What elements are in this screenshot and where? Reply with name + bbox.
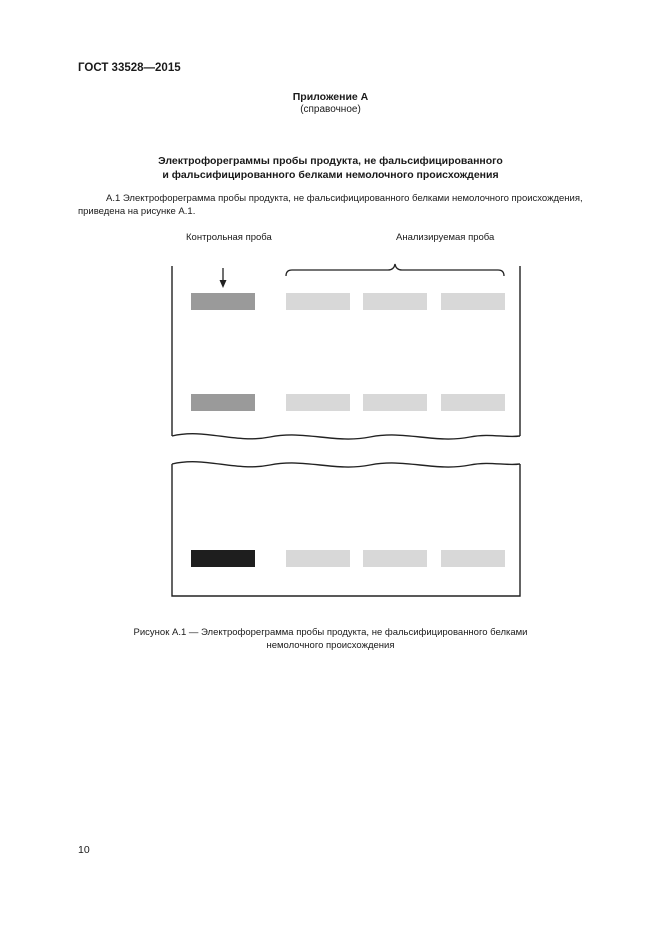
- figure-caption-line-1: Рисунок А.1 — Электрофореграмма пробы продукта, не фальсифицированного белками: [133, 627, 528, 638]
- band-control-row1: [191, 293, 255, 310]
- band-control-row3: [191, 550, 255, 567]
- curly-brace-icon: [286, 264, 504, 276]
- band-sample1-row1: [286, 293, 350, 310]
- page-number: 10: [78, 844, 90, 856]
- label-control-sample: Контрольная проба: [186, 232, 272, 243]
- figure-caption-line-2: немолочного происхождения: [266, 640, 395, 651]
- arrow-down-icon: [220, 268, 227, 288]
- band-sample3-row3: [441, 550, 505, 567]
- band-control-row2: [191, 394, 255, 411]
- band-sample3-row1: [441, 293, 505, 310]
- band-sample2-row1: [363, 293, 427, 310]
- figure-caption: [0, 626, 661, 652]
- gel-frame-upper: [172, 266, 520, 439]
- band-sample2-row3: [363, 550, 427, 567]
- band-sample1-row2: [286, 394, 350, 411]
- band-sample2-row2: [363, 394, 427, 411]
- band-sample3-row2: [441, 394, 505, 411]
- paragraph-a1-text: А.1 Электрофореграмма пробы продукта, не фальсифицированного белками немолочного происхождения, приведена на рисунке А.1.: [78, 193, 583, 217]
- label-analyzed-sample: Анализируемая проба: [396, 232, 495, 243]
- appendix-title: Приложение А: [292, 91, 369, 103]
- band-sample1-row3: [286, 550, 350, 567]
- gel-frame-lower: [172, 462, 520, 596]
- standard-number: ГОСТ 33528—2015: [78, 62, 181, 74]
- appendix-type: (справочное): [300, 104, 361, 115]
- section-heading-line-2: и фальсифицированного белками немолочного происхождения: [162, 169, 499, 181]
- section-heading-line-1: Электрофореграммы пробы продукта, не фальсифицированного: [158, 155, 503, 167]
